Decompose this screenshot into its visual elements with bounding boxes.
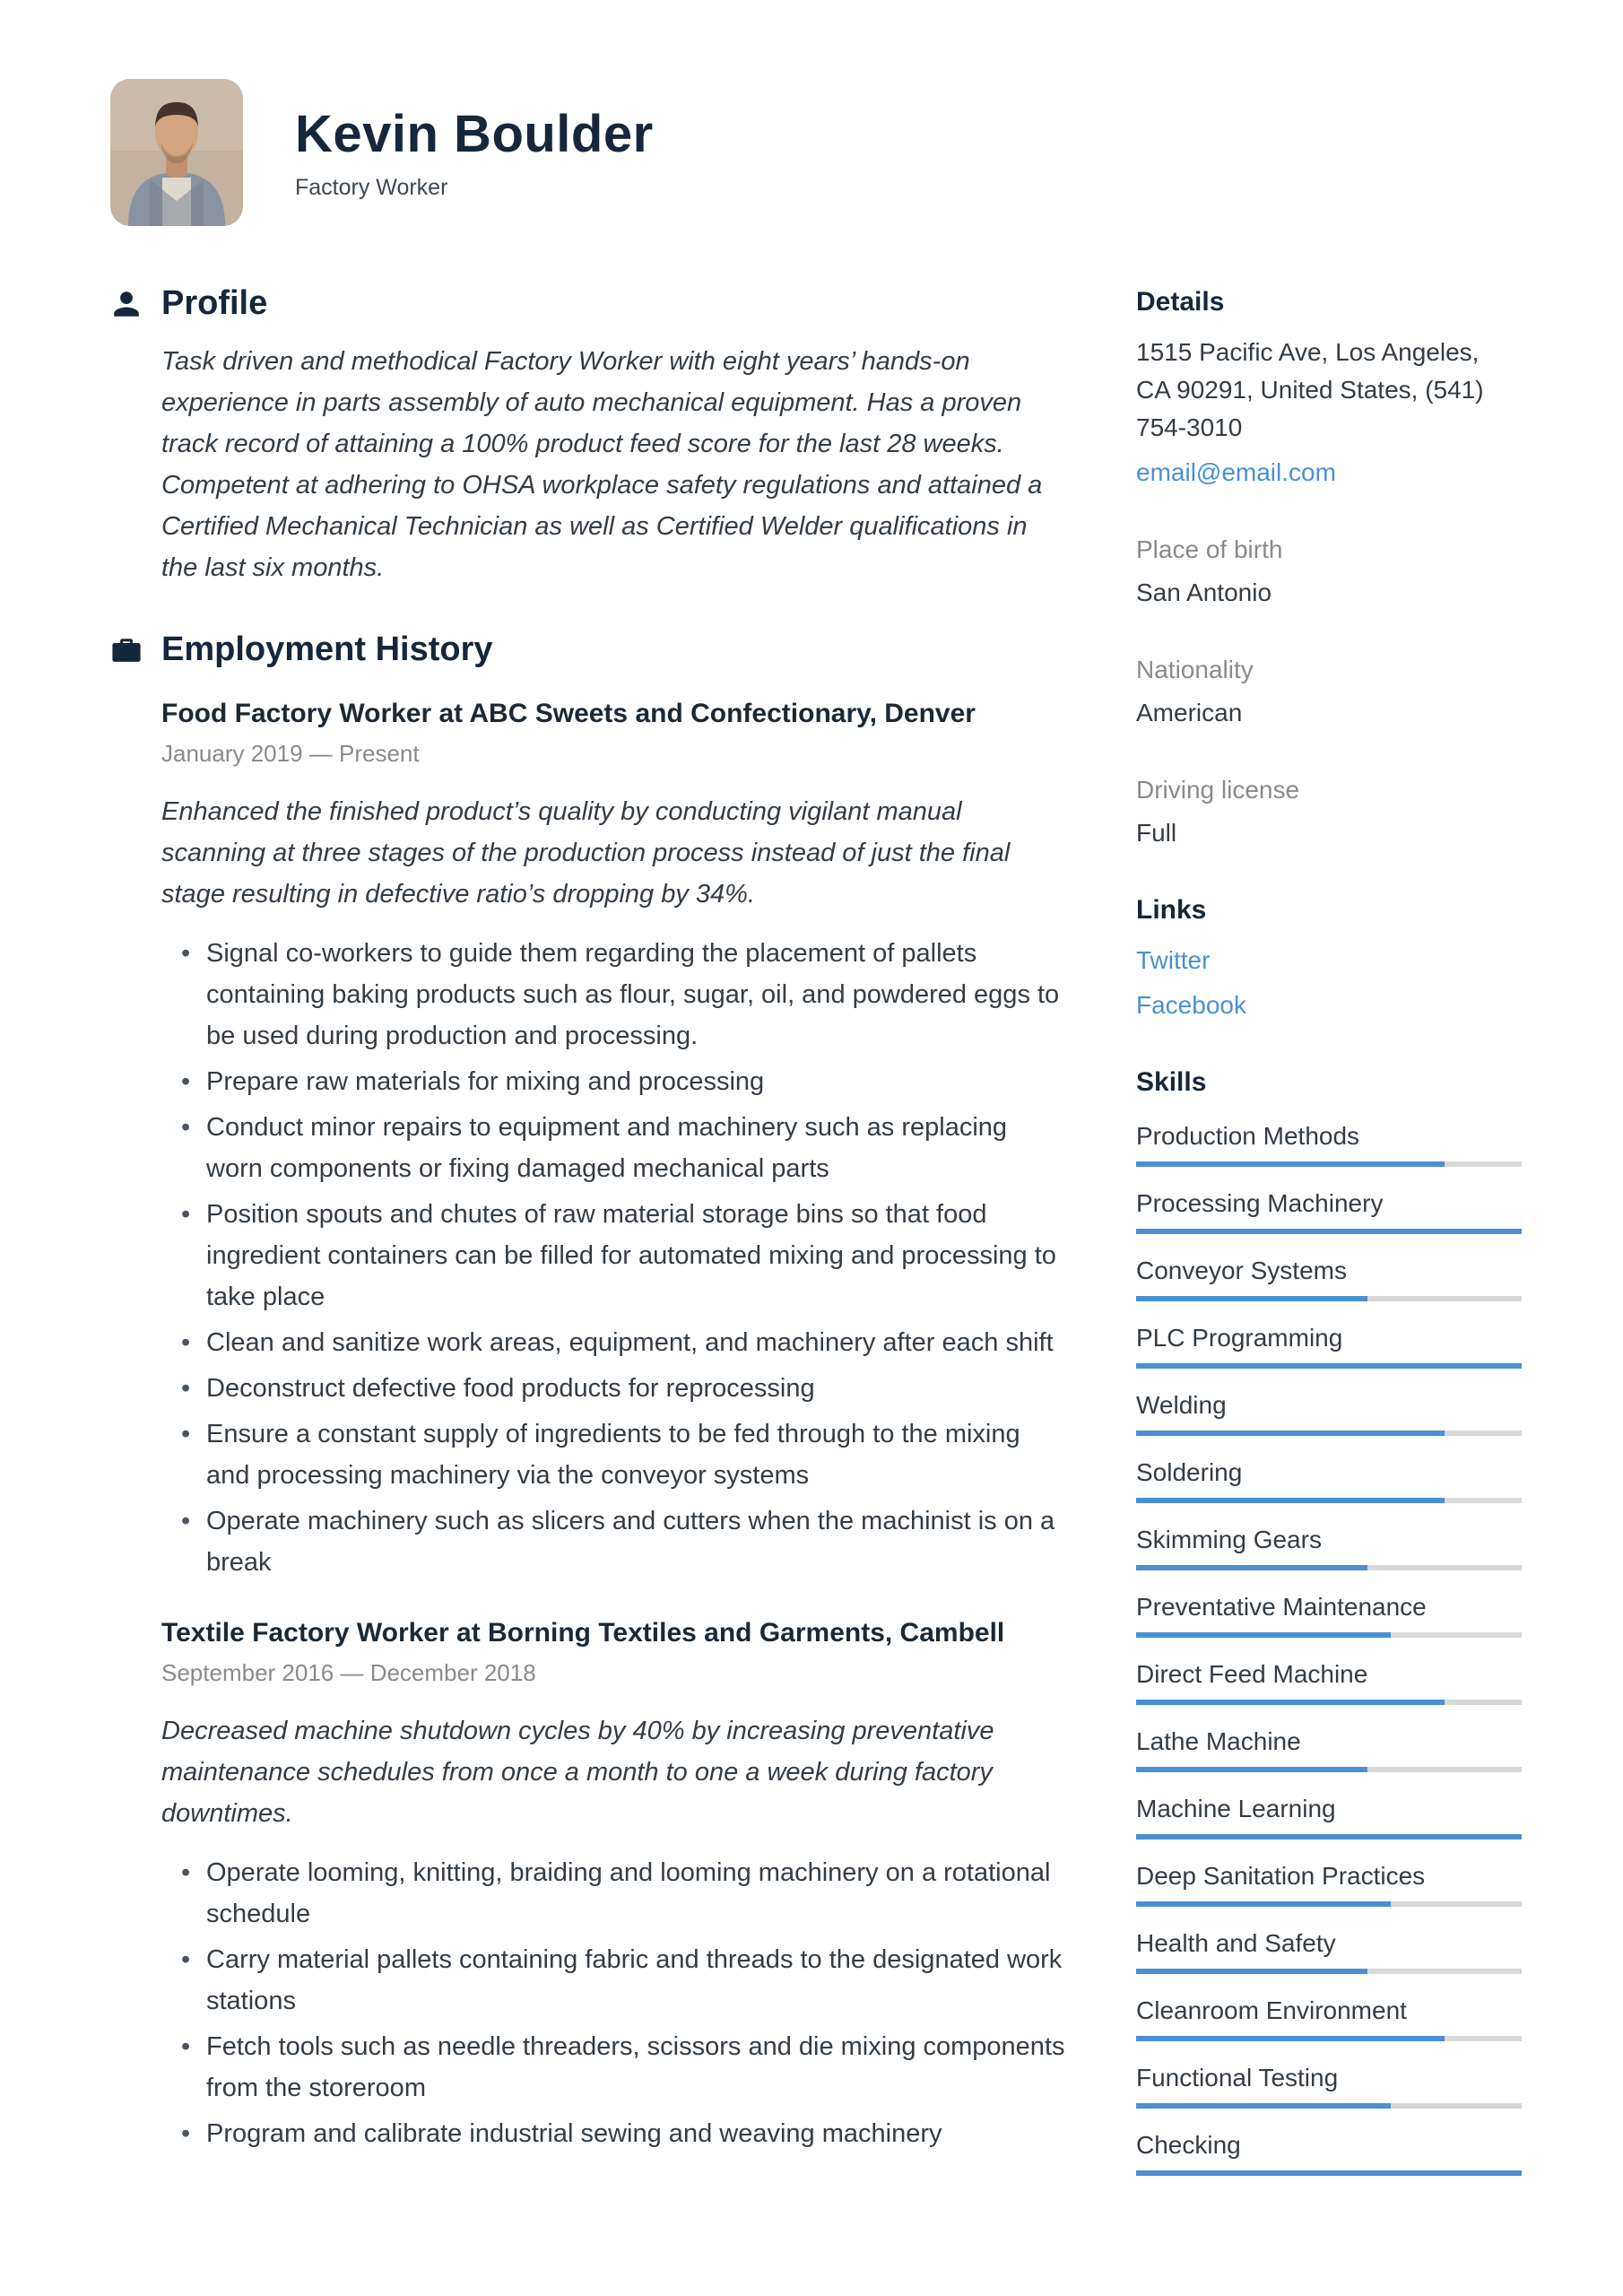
skill-item [1136,1725,1522,1772]
field-value: San Antonio [1136,578,1272,606]
job-bullet-list [161,1852,1067,2154]
place-of-birth-field [1136,531,1522,612]
skill-bar-fill [1136,1565,1367,1570]
skill-bar-track [1136,1498,1522,1503]
skill-name: Health and Safety [1136,1929,1336,1957]
skill-bar-track [1136,1161,1522,1167]
skill-item [1136,2128,1522,2176]
profile-heading [161,283,1067,323]
skill-name: Skimming Gears [1136,1526,1322,1553]
skill-name: Lathe Machine [1136,1727,1301,1755]
twitter-link[interactable]: Twitter [1136,946,1211,974]
skill-name: Processing Machinery [1136,1189,1384,1217]
skill-item [1136,1187,1522,1234]
field-value: Full [1136,819,1177,847]
skill-bar-track [1136,1565,1522,1570]
skill-name: Deep Sanitation Practices [1136,1862,1426,1890]
skill-bar-fill [1136,2103,1391,2109]
header-text [295,104,654,201]
skill-bar-fill [1136,1229,1522,1234]
skill-bar-track [1136,2036,1522,2041]
facebook-link[interactable]: Facebook [1136,991,1246,1019]
skill-bar-fill [1136,1969,1367,1974]
skills-list [1136,1119,1522,2176]
skill-bar-fill [1136,1431,1445,1436]
skill-name: Machine Learning [1136,1795,1336,1822]
field-label: Driving license [1136,776,1300,804]
address-line: CA 90291, United States, (541) [1136,376,1484,404]
details-section [1136,283,1522,491]
candidate-name: Kevin Boulder [295,105,654,163]
skill-bar-fill [1136,1700,1445,1705]
skill-item [1136,1859,1522,1907]
skill-bar-track [1136,1834,1522,1839]
employment-section [161,630,1067,2154]
skill-bar-fill [1136,2170,1522,2176]
address-line: 1515 Pacific Ave, Los Angeles, [1136,338,1480,366]
skill-bar-track [1136,2170,1522,2176]
skill-bar-fill [1136,1363,1522,1369]
skill-bar-fill [1136,1498,1445,1503]
field-label: Nationality [1136,656,1254,683]
skill-bar-track [1136,1632,1522,1638]
skills-section [1136,1064,1522,2176]
skill-item [1136,1119,1522,1167]
skill-name: Production Methods [1136,1122,1360,1150]
address-line: 754-3010 [1136,413,1243,441]
bullet-item: • Operate machinery such as slicers and cutters when the machinist is on a break [161,1500,1067,1583]
skill-bar-track [1136,1700,1522,1705]
skill-name: Checking [1136,2131,1241,2159]
job-title: Textile Factory Worker at Borning Textiles and Garments, Cambell [161,1618,1005,1648]
skill-bar-track [1136,1969,1522,1974]
skill-item [1136,2061,1522,2109]
skill-item [1136,1994,1522,2041]
skill-bar-fill [1136,1296,1367,1301]
bullet-item: • Ensure a constant supply of ingredients to be fed through to the mixing and processing machinery via the conveyor systems [161,1413,1067,1496]
skill-name: Conveyor Systems [1136,1257,1347,1284]
skill-bar-track [1136,1229,1522,1234]
bullet-item: • Fetch tools such as needle threaders, scissors and die mixing components from the storeroom [161,2026,1067,2109]
skill-item [1136,1926,1522,1974]
candidate-job-title: Factory Worker [295,175,448,200]
skill-name: Cleanroom Environment [1136,1996,1407,2024]
job-dates: January 2019 — Present [161,740,420,767]
skill-name: Functional Testing [1136,2064,1339,2092]
skill-bar-track [1136,1901,1522,1907]
skill-bar-track [1136,1296,1522,1301]
skill-name: PLC Programming [1136,1324,1343,1352]
job-entry [161,696,1067,1583]
bullet-item: • Deconstruct defective food products for reprocessing [161,1368,1067,1409]
skill-item [1136,1657,1522,1705]
skill-item [1136,1321,1522,1369]
briefcase-icon [110,634,143,666]
job-bullet-list [161,933,1067,1583]
profile-heading-label: Profile [161,284,268,322]
avatar-photo-icon [110,79,243,226]
header [110,79,1522,226]
profile-section [161,283,1067,588]
skill-bar-fill [1136,2036,1445,2041]
skill-item [1136,1792,1522,1839]
job-summary: Decreased machine shutdown cycles by 40% by increasing preventative maintenance schedules from once a month to one a week during factory downtimes. [161,1717,994,1828]
skill-name: Soldering [1136,1458,1243,1486]
employment-heading-label: Employment History [161,631,493,668]
job-summary: Enhanced the finished product’s quality by conducting vigilant manual scanning at three stages of the production process instead of just the final stage resulting in defective ratio’s dropping by 34%. [161,797,1011,909]
skill-bar-fill [1136,1161,1445,1167]
employment-heading [161,630,1067,669]
skill-bar-track [1136,1431,1522,1436]
field-value: American [1136,699,1243,726]
skill-item [1136,1590,1522,1638]
bullet-item: • Carry material pallets containing fabric and threads to the designated work stations [161,1939,1067,2022]
bullet-item: • Position spouts and chutes of raw material storage bins so that food ingredient containers can be filled for automated mixing and processing to take place [161,1194,1067,1318]
nationality-field [1136,651,1522,732]
links-list [1136,942,1522,1024]
driving-license-field [1136,771,1522,852]
bullet-item: • Operate looming, knitting, braiding and looming machinery on a rotational schedule [161,1852,1067,1935]
links-heading: Links [1136,895,1207,925]
sidebar [1136,283,1522,2215]
skill-name: Direct Feed Machine [1136,1660,1368,1688]
job-entry [161,1615,1067,2154]
skill-name: Preventative Maintenance [1136,1593,1427,1621]
job-title: Food Factory Worker at ABC Sweets and Confectionary, Denver [161,699,976,728]
bullet-item: • Conduct minor repairs to equipment and machinery such as replacing worn components or fixing damaged mechanical parts [161,1107,1067,1189]
bullet-item: • Prepare raw materials for mixing and processing [161,1061,1067,1102]
job-dates: September 2016 — December 2018 [161,1659,536,1686]
main-column [161,283,1067,2215]
person-icon [110,288,143,320]
content-columns [161,283,1522,2215]
skill-bar-fill [1136,1632,1391,1638]
bullet-item: • Clean and sanitize work areas, equipment, and machinery after each shift [161,1322,1067,1363]
skill-item [1136,1388,1522,1436]
skill-bar-fill [1136,1901,1391,1907]
bullet-item: • Program and calibrate industrial sewing and weaving machinery [161,2113,1067,2154]
skill-item [1136,1254,1522,1301]
skills-heading: Skills [1136,1067,1207,1097]
profile-text: Task driven and methodical Factory Worker with eight years’ hands-on experience in parts assembly of auto mechanical equipment. Has a proven track record of attaining a 100% product feed score for the last 28 weeks. Competent at adhering to OHSA workplace safety regulations and attained a Certified Mechanical Technician as well as Certified Welder qualifications in the last six months. [161,347,1043,582]
skill-name: Welding [1136,1391,1227,1419]
skill-bar-track [1136,2103,1522,2109]
skill-bar-fill [1136,1767,1367,1772]
email-link[interactable]: email@email.com [1136,458,1336,486]
bullet-item: • Signal co-workers to guide them regarding the placement of pallets containing baking products such as flour, sugar, oil, and powdered eggs to be used during production and processing. [161,933,1067,1057]
details-heading: Details [1136,287,1225,317]
field-label: Place of birth [1136,535,1283,563]
skill-item [1136,1456,1522,1503]
skill-bar-track [1136,1767,1522,1772]
avatar [110,79,243,226]
skill-item [1136,1523,1522,1570]
skill-bar-track [1136,1363,1522,1369]
links-section [1136,891,1522,1024]
skill-bar-fill [1136,1834,1522,1839]
address [1136,334,1522,447]
